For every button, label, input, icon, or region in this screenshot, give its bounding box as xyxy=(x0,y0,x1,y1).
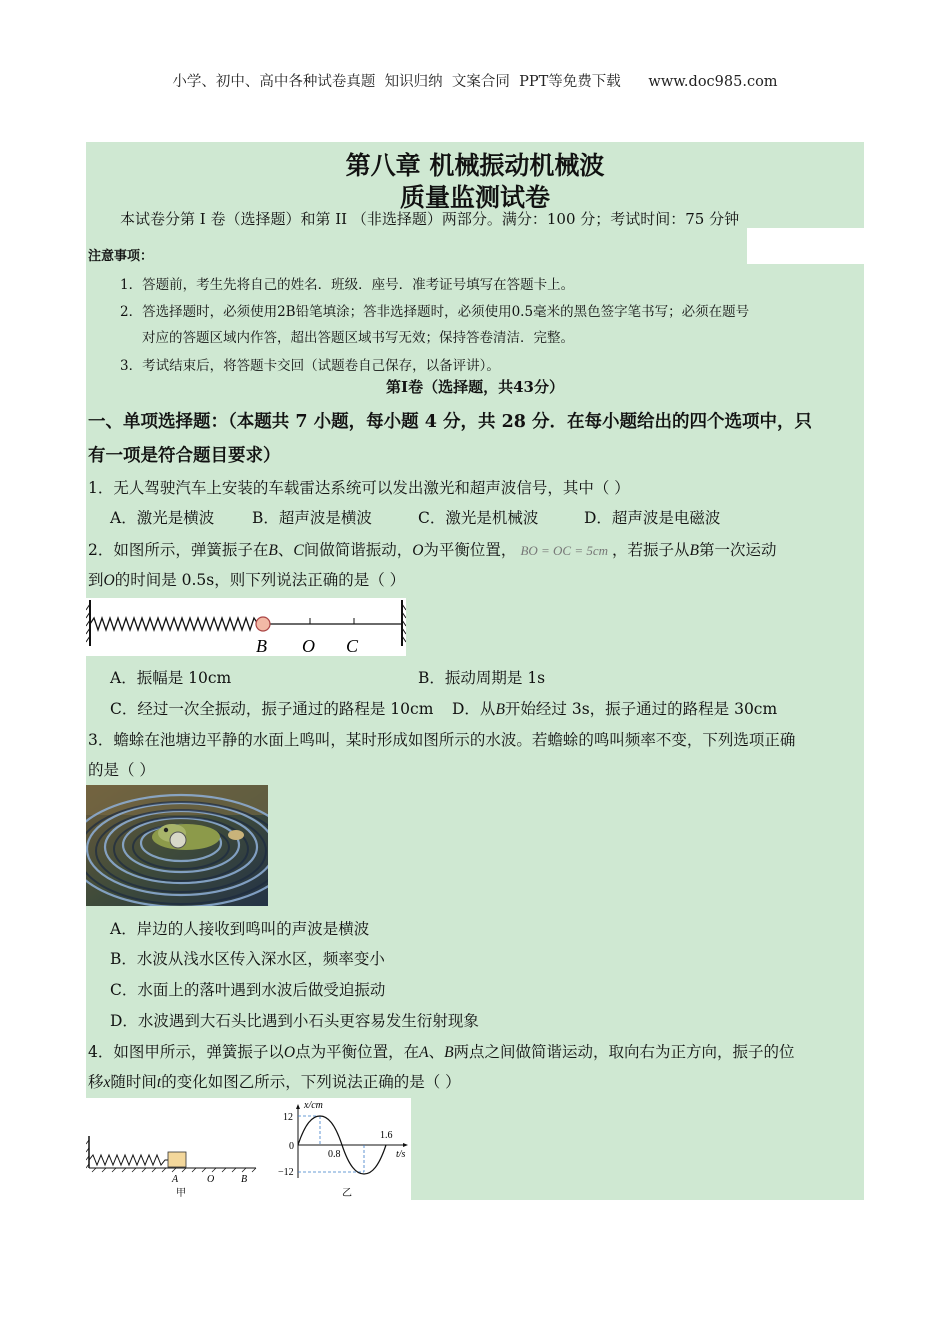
jia-label-o: O xyxy=(207,1174,215,1185)
yi-xlabel: t/s xyxy=(396,1149,406,1160)
yi-y-bottom: −12 xyxy=(278,1167,294,1178)
q2-option-b: B．振动周期是 1s xyxy=(418,669,546,687)
caption-jia: 甲 xyxy=(176,1188,186,1199)
yi-x-mid: 0.8 xyxy=(328,1149,341,1160)
label-b: B xyxy=(256,636,267,656)
exam-intro: 本试卷分第 I 卷（选择题）和第 II （非选择题）两部分。满分：100 分；考试时间：75 分钟 xyxy=(120,210,740,228)
exam-subtitle: 质量监测试卷 xyxy=(399,183,550,212)
label-o: O xyxy=(302,636,315,656)
q3-option-d: D．水波遇到大石头比遇到小石头更容易发生衍射现象 xyxy=(110,1012,479,1030)
q1-option-a: A．激光是横波 xyxy=(110,509,215,527)
q2-figure xyxy=(86,598,406,656)
q1-stem: 1．无人驾驶汽车上安装的车载雷达系统可以发出激光和超声波信号，其中（ ） xyxy=(88,479,630,497)
q1-option-b: B．超声波是横波 xyxy=(252,509,372,527)
q4-stem: 4．如图甲所示，弹簧振子以O点为平衡位置，在A、B两点之间做简谐运动，取向右为正方向，振子的位 xyxy=(88,1043,795,1061)
oscillator-ball xyxy=(256,617,270,631)
yi-x-end: 1.6 xyxy=(380,1130,393,1141)
notice-heading: 注意事项： xyxy=(88,249,154,264)
section-heading: 第Ⅰ卷（选择题，共43分） xyxy=(386,378,564,396)
q2-stem-cont: 到O的时间是 0.5s，则下列说法正确的是（ ） xyxy=(88,571,406,589)
yi-y-zero: 0 xyxy=(289,1141,294,1152)
q3-option-c: C．水面上的落叶遇到水波后做受迫振动 xyxy=(110,981,386,999)
label-c: C xyxy=(346,636,359,656)
notice-item-1: 1．答题前，考生先将自己的姓名．班级．座号．准考证号填写在答题卡上。 xyxy=(120,277,575,293)
notice-item-2-cont: 对应的答题区域内作答，超出答题区域书写无效；保持答卷清洁．完整。 xyxy=(142,330,574,346)
part-heading-cont: 有一项是符合题目要求） xyxy=(88,446,281,466)
q2-math: BO = OC = 5cm xyxy=(520,543,609,558)
notice-item-3: 3．考试结束后，将答题卡交回（试题卷自己保存，以备评讲）。 xyxy=(120,358,500,374)
jia-label-a: A xyxy=(172,1174,179,1185)
q2-option-c: C．经过一次全振动，振子通过的路程是 10cm xyxy=(110,700,434,718)
q3-stem-cont: 的是（ ） xyxy=(88,761,155,779)
q3-toad-photo xyxy=(86,785,268,906)
yi-y-top: 12 xyxy=(283,1112,293,1123)
yi-ylabel: x/cm xyxy=(304,1100,323,1111)
caption-yi: 乙 xyxy=(342,1188,352,1199)
spring-oscillator-diagram xyxy=(86,598,406,656)
q4-figure xyxy=(86,1098,411,1200)
notice-item-2: 2．答选择题时，必须使用2B铅笔填涂；答非选择题时，必须使用0.5毫米的黑色签字笔书写；必须在题号 xyxy=(120,304,750,320)
q2-option-a: A．振幅是 10cm xyxy=(110,669,232,687)
exam-title: 第八章 机械振动机械波 xyxy=(345,151,605,180)
oscillator-block xyxy=(168,1152,186,1167)
page-header: 小学、初中、高中各种试卷真题 知识归纳 文案合同 PPT等免费下载 www.doc985.com xyxy=(172,74,778,90)
q4-stem-cont: 移x随时间t的变化如图乙所示，下列说法正确的是（ ） xyxy=(88,1073,461,1091)
jia-label-b: B xyxy=(241,1174,248,1185)
q3-stem: 3．蟾蜍在池塘边平静的水面上鸣叫，某时形成如图所示的水波。若蟾蜍的鸣叫频率不变，下列选项正确 xyxy=(88,731,796,749)
q1-option-c: C．激光是机械波 xyxy=(418,509,539,527)
q3-option-b: B．水波从浅水区传入深水区，频率变小 xyxy=(110,950,385,968)
part-heading: 一、单项选择题：（本题共 7 小题，每小题 4 分，共 28 分．在每小题给出的四个选项中，只 xyxy=(88,412,813,432)
q3-option-a: A．岸边的人接收到鸣叫的声波是横波 xyxy=(110,920,370,938)
white-patch xyxy=(747,228,864,264)
q2-stem: 2．如图所示，弹簧振子在B、C间做简谐振动，O为平衡位置， BO = OC = 5cm ，若振子从B第一次运动 xyxy=(88,541,777,559)
q4-diagrams xyxy=(86,1098,411,1200)
q1-option-d: D．超声波是电磁波 xyxy=(584,509,721,527)
q2-option-d: D．从B开始经过 3s，振子通过的路程是 30cm xyxy=(452,700,778,718)
